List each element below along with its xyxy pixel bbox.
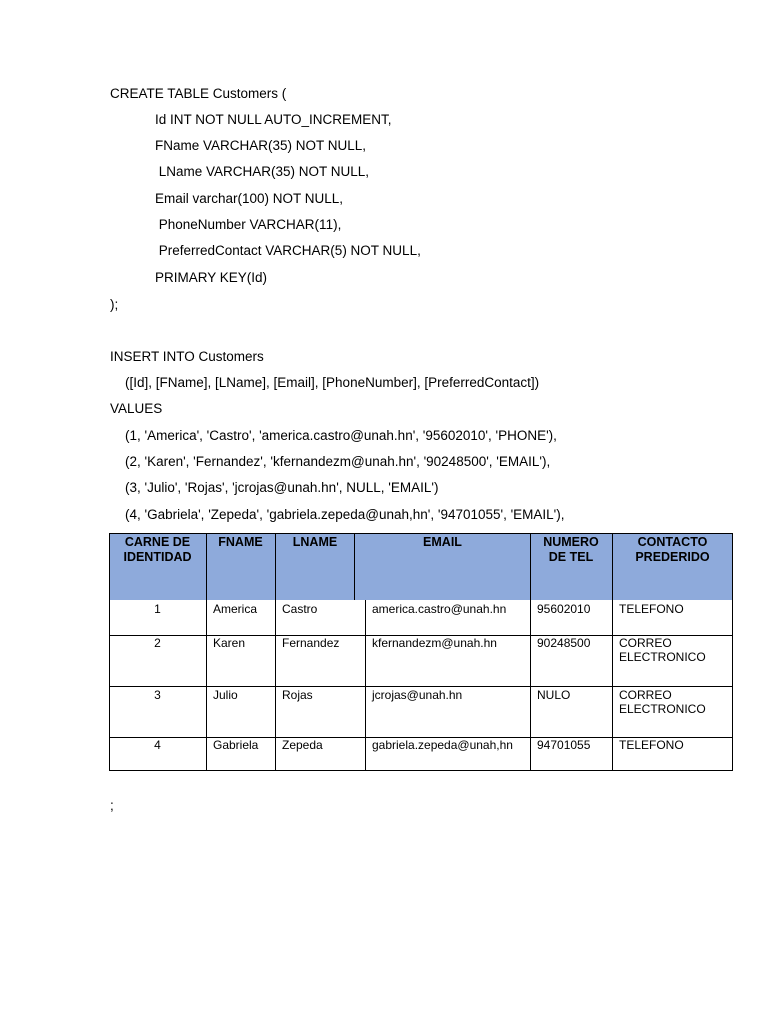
table-rule	[109, 686, 733, 687]
table-rule	[109, 533, 110, 771]
cell-contact: TELEFONO	[619, 602, 684, 616]
statement-terminator: ;	[110, 798, 114, 813]
cell-fname: Karen	[213, 636, 246, 650]
header-numero-de-tel: NUMERO DE TEL	[543, 535, 599, 564]
table-rule	[530, 533, 531, 771]
table-rule	[275, 533, 276, 771]
table-rule	[109, 770, 733, 771]
cell-lname: Rojas	[282, 688, 313, 702]
cell-contact: CORREO ELECTRONICO	[619, 688, 706, 716]
header-email: EMAIL	[423, 535, 462, 549]
sql-create-line: LName VARCHAR(35) NOT NULL,	[155, 164, 370, 179]
sql-insert-line: (2, 'Karen', 'Fernandez', 'kfernandezm@unah.hn', '90248500', 'EMAIL'),	[125, 454, 551, 469]
cell-email: jcrojas@unah.hn	[372, 688, 463, 702]
cell-contact: TELEFONO	[619, 738, 684, 752]
table-rule	[732, 533, 733, 771]
cell-fname: Julio	[213, 688, 238, 702]
sql-insert-line: (1, 'America', 'Castro', 'america.castro@unah.hn', '95602010', 'PHONE'),	[125, 428, 557, 443]
cell-id: 2	[154, 636, 161, 650]
sql-insert-line: ([Id], [FName], [LName], [Email], [PhoneNumber], [PreferredContact])	[125, 375, 540, 390]
sql-insert-line: (3, 'Julio', 'Rojas', 'jcrojas@unah.hn', NULL, 'EMAIL')	[125, 480, 439, 495]
cell-contact: CORREO ELECTRONICO	[619, 636, 706, 664]
cell-lname: Fernandez	[282, 636, 340, 650]
cell-id: 3	[154, 688, 161, 702]
cell-phone: 95602010	[537, 602, 591, 616]
sql-create-line: PRIMARY KEY(Id)	[155, 270, 268, 285]
cell-email: gabriela.zepeda@unah,hn	[372, 738, 513, 752]
sql-create-line: FName VARCHAR(35) NOT NULL,	[155, 138, 367, 153]
customers-table	[109, 533, 733, 771]
cell-lname: Zepeda	[282, 738, 323, 752]
cell-lname: Castro	[282, 602, 318, 616]
cell-phone: 90248500	[537, 636, 591, 650]
cell-fname: America	[213, 602, 258, 616]
header-carne-de-identidad: CARNE DE IDENTIDAD	[123, 535, 192, 564]
sql-create-line: Id INT NOT NULL AUTO_INCREMENT,	[155, 112, 392, 127]
cell-email: kfernandezm@unah.hn	[372, 636, 497, 650]
sql-insert-line: INSERT INTO Customers	[110, 349, 264, 364]
sql-create-line: PreferredContact VARCHAR(5) NOT NULL,	[155, 243, 421, 258]
cell-fname: Gabriela	[213, 738, 259, 752]
cell-email: america.castro@unah.hn	[372, 602, 507, 616]
cell-phone: NULO	[537, 688, 571, 702]
sql-create-line: );	[110, 297, 119, 312]
header-fname: FNAME	[218, 535, 263, 549]
header-lname: LNAME	[292, 535, 338, 549]
sql-insert-line: (4, 'Gabriela', 'Zepeda', 'gabriela.zepeda@unah,hn', '94701055', 'EMAIL'),	[125, 507, 565, 522]
table-rule	[109, 533, 733, 534]
sql-create-line: Email varchar(100) NOT NULL,	[155, 191, 344, 206]
table-rule	[365, 600, 366, 771]
cell-id: 4	[154, 738, 161, 752]
sql-create-line: PhoneNumber VARCHAR(11),	[155, 217, 342, 232]
cell-phone: 94701055	[537, 738, 591, 752]
header-contacto-prederido: CONTACTO PREDERIDO	[635, 535, 710, 564]
sql-create-line: CREATE TABLE Customers (	[110, 86, 287, 101]
cell-id: 1	[154, 602, 161, 616]
table-rule	[612, 533, 613, 771]
table-rule	[206, 533, 207, 771]
table-rule	[354, 533, 355, 600]
sql-insert-line: VALUES	[110, 401, 163, 416]
